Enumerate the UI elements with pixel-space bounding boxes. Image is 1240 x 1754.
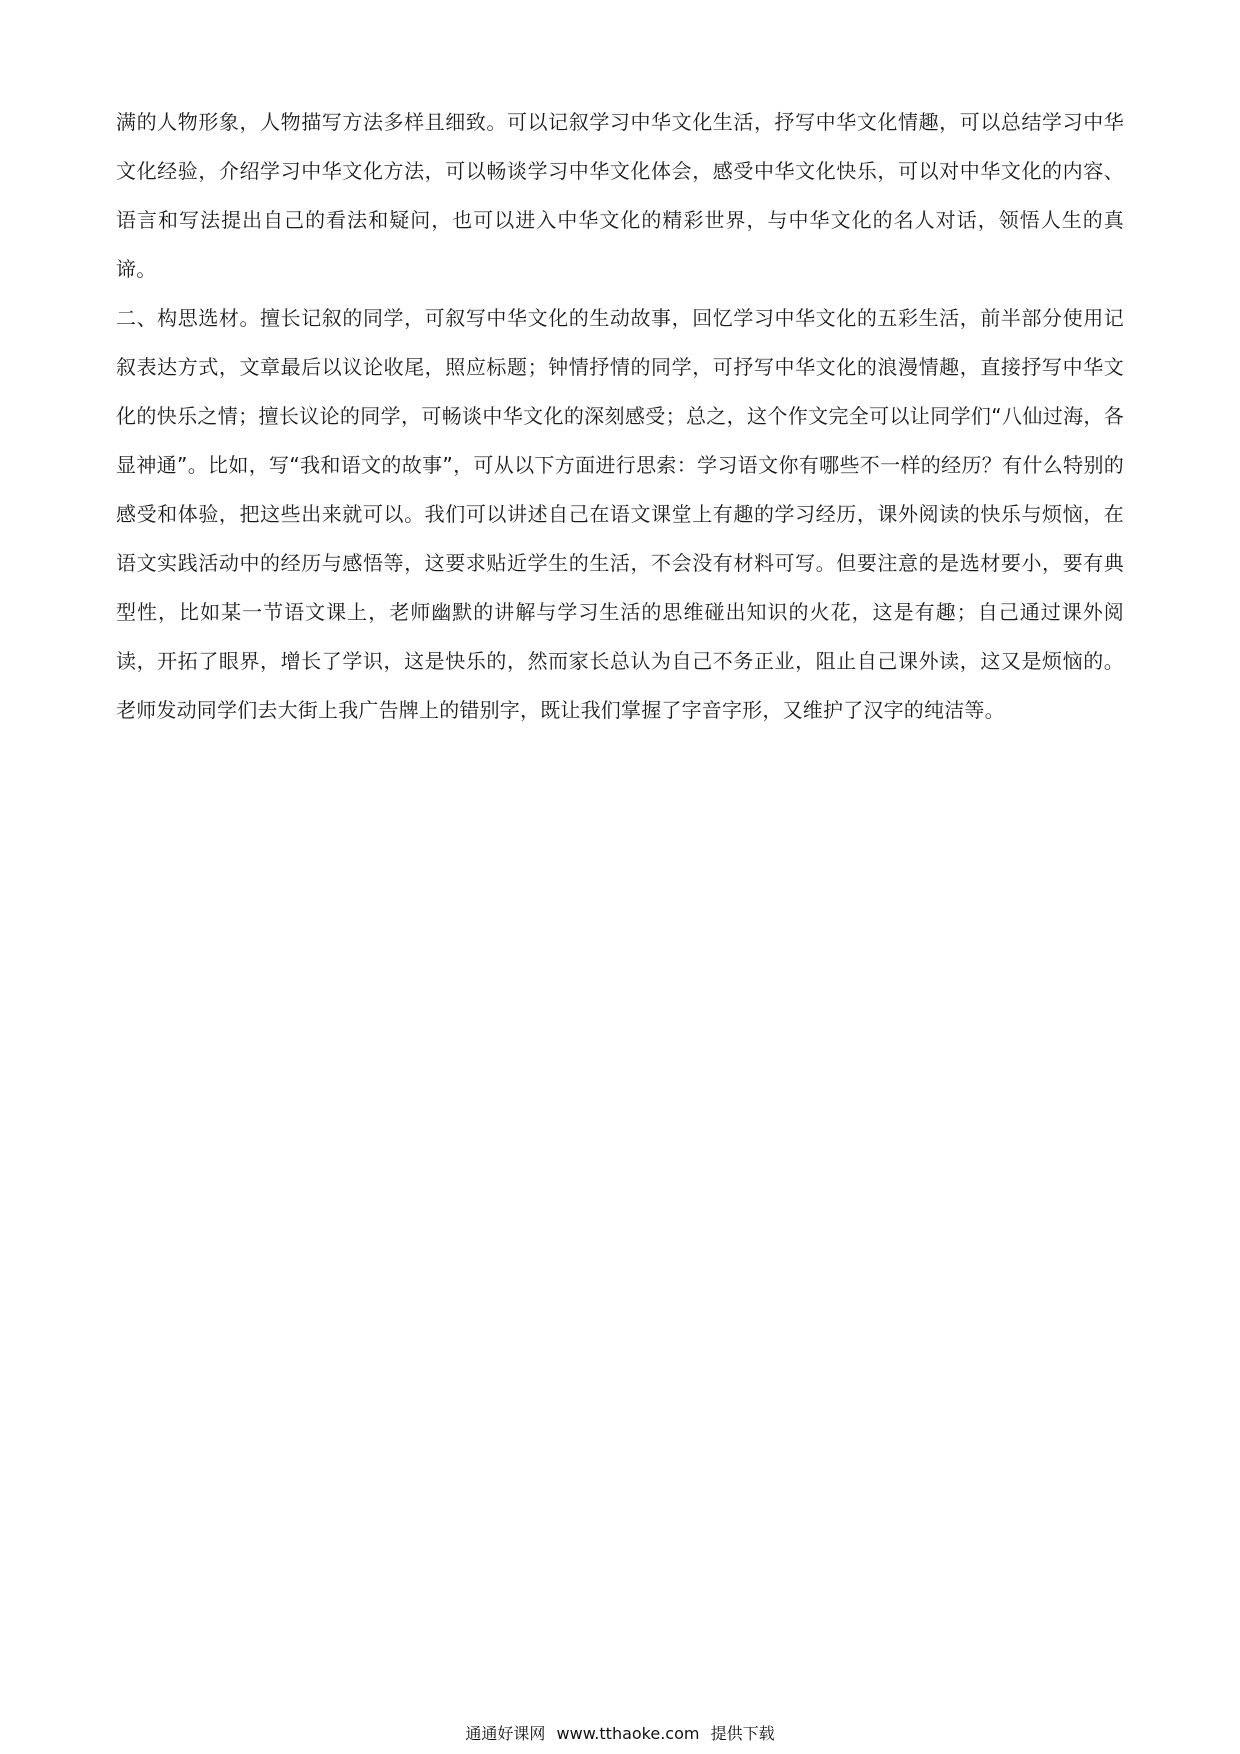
document-body — [116, 98, 1124, 735]
page-footer — [0, 1724, 1240, 1744]
paragraph-topic-selection: 二、构思选材。擅长记叙的同学，可叙写中华文化的生动故事，回忆学习中华文化的五彩生活，前半部分使用记叙表达方式，文章最后以议论收尾，照应标题；钟情抒情的同学，可抒写中华文化的浪漫情趣，直接抒写中华文化的快乐之情；擅长议论的同学，可畅谈中华文化的深刻感受；总之，这个作文完全可以让同学们“八仙过海，各显神通”。比如，写“我和语文的故事”，可从以下方面进行思索：学习语文你有哪些不一样的经历？有什么特别的感受和体验，把这些出来就可以。我们可以讲述自己在语文课堂上有趣的学习经历，课外阅读的快乐与烦恼，在语文实践活动中的经历与感悟等，这要求贴近学生的生活，不会没有材料可写。但要注意的是选材要小，要有典型性，比如某一节语文课上，老师幽默的讲解与学习生活的思维碰出知识的火花，这是有趣；自己通过课外阅读，开拓了眼界，增长了学识，这是快乐的，然而家长总认为自己不务正业，阻止自己课外读，这又是烦恼的。老师发动同学们去大街上我广告牌上的错别字，既让我们掌握了字音字形，又维护了汉字的纯洁等。 — [116, 306, 1124, 722]
footer-suffix: 提供下载 — [710, 1724, 775, 1743]
footer-site-url[interactable]: www.tthaoke.com — [556, 1724, 700, 1743]
footer-site-name: 通通好课网 — [465, 1724, 546, 1743]
paragraph-continuation: 满的人物形象，人物描写方法多样且细致。可以记叙学习中华文化生活，抒写中华文化情趣，可以总结学习中华文化经验，介绍学习中华文化方法，可以畅谈学习中华文化体会，感受中华文化快乐，可以对中华文化的内容、语言和写法提出自己的看法和疑问，也可以进入中华文化的精彩世界，与中华文化的名人对话，领悟人生的真谛。 — [116, 110, 1124, 281]
